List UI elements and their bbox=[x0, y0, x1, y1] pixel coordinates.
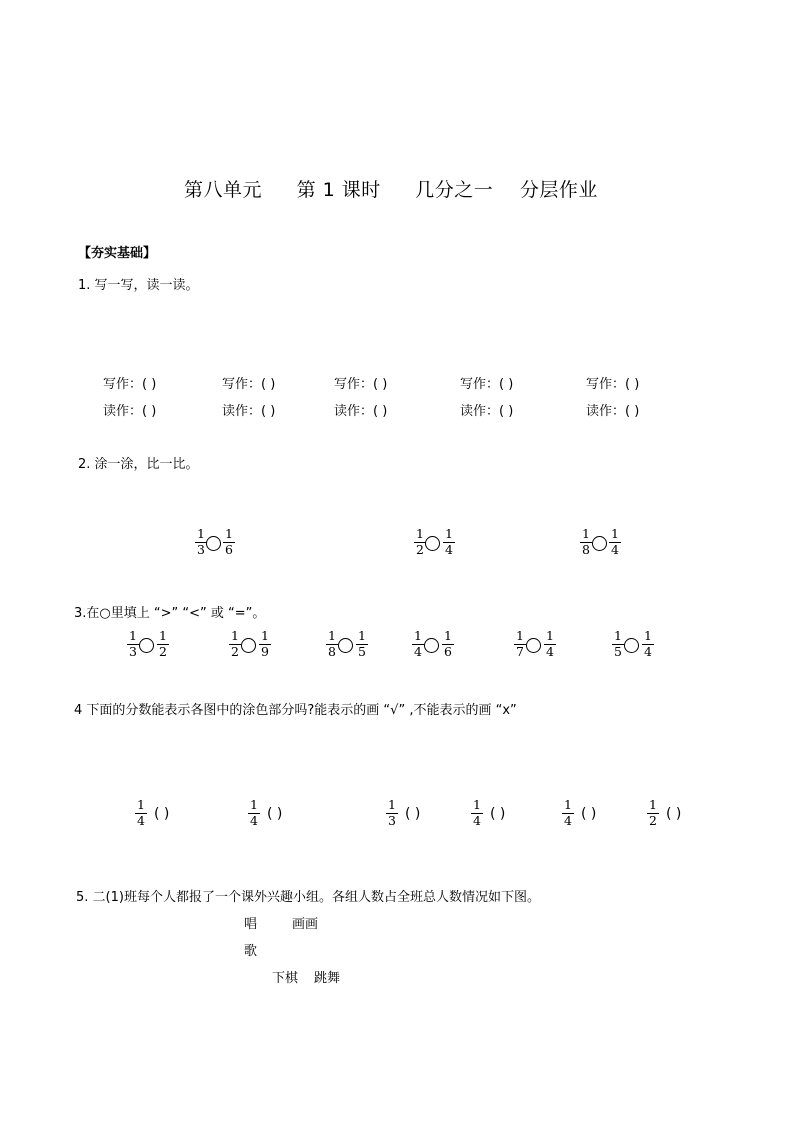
q2-prompt: 2. 涂一涂，比一比。 bbox=[78, 457, 199, 472]
label-sing-1: 唱 bbox=[244, 917, 258, 932]
fraction bbox=[442, 630, 454, 659]
read-blank[interactable]: 读作：( ) bbox=[460, 404, 514, 419]
denominator: 2 bbox=[416, 542, 424, 557]
write-blank[interactable]: 写作：( ) bbox=[586, 377, 640, 392]
title-lesson: 第 1 课时 bbox=[296, 179, 381, 201]
answer-paren[interactable]: ( ) bbox=[581, 806, 597, 822]
answer-paren[interactable]: ( ) bbox=[154, 806, 170, 822]
numerator: 1 bbox=[644, 628, 652, 643]
numerator: 1 bbox=[129, 628, 137, 643]
title-unit: 第八单元 bbox=[184, 179, 263, 201]
numerator: 1 bbox=[445, 526, 453, 541]
fraction bbox=[443, 528, 455, 557]
q4-prompt: 4 下面的分数能表示各图中的涂色部分吗?能表示的画 “√” ,不能表示的画 “x” bbox=[74, 703, 517, 718]
denominator: 6 bbox=[444, 644, 452, 659]
denominator: 7 bbox=[516, 644, 524, 659]
page-title bbox=[184, 175, 598, 202]
fraction bbox=[386, 799, 398, 828]
label-draw: 画画 bbox=[292, 917, 319, 932]
answer-paren[interactable]: ( ) bbox=[490, 806, 506, 822]
denominator: 4 bbox=[644, 644, 652, 659]
numerator: 1 bbox=[250, 797, 258, 812]
fraction bbox=[562, 799, 574, 828]
fraction bbox=[647, 799, 659, 828]
compare-circle[interactable] bbox=[206, 536, 221, 551]
numerator: 1 bbox=[649, 797, 657, 812]
denominator: 2 bbox=[649, 813, 657, 828]
compare-circle[interactable] bbox=[424, 638, 439, 653]
read-blank[interactable]: 读作：( ) bbox=[222, 404, 276, 419]
fraction bbox=[127, 630, 139, 659]
denominator: 4 bbox=[564, 813, 572, 828]
denominator: 5 bbox=[358, 644, 366, 659]
fraction bbox=[580, 528, 592, 557]
numerator: 1 bbox=[516, 628, 524, 643]
denominator: 8 bbox=[328, 644, 336, 659]
q1-prompt: 1. 写一写，读一读。 bbox=[78, 278, 199, 293]
read-blank[interactable]: 读作：( ) bbox=[103, 404, 157, 419]
numerator: 1 bbox=[137, 797, 145, 812]
write-blank[interactable]: 写作：( ) bbox=[460, 377, 514, 392]
write-blank[interactable]: 写作：( ) bbox=[334, 377, 388, 392]
denominator: 4 bbox=[250, 813, 258, 828]
numerator: 1 bbox=[416, 526, 424, 541]
numerator: 1 bbox=[546, 628, 554, 643]
numerator: 1 bbox=[582, 526, 590, 541]
write-blank[interactable]: 写作：( ) bbox=[222, 377, 276, 392]
fraction bbox=[135, 799, 147, 828]
denominator: 4 bbox=[473, 813, 481, 828]
denominator: 9 bbox=[261, 644, 269, 659]
fraction bbox=[248, 799, 260, 828]
denominator: 4 bbox=[611, 542, 619, 557]
answer-paren[interactable]: ( ) bbox=[666, 806, 682, 822]
section-heading: 【夯实基础】 bbox=[78, 246, 157, 261]
fraction bbox=[157, 630, 169, 659]
numerator: 1 bbox=[444, 628, 452, 643]
fraction bbox=[356, 630, 368, 659]
compare-circle[interactable] bbox=[624, 638, 639, 653]
title-topic: 几分之一 bbox=[415, 179, 494, 201]
answer-paren[interactable]: ( ) bbox=[267, 806, 283, 822]
numerator: 1 bbox=[159, 628, 167, 643]
numerator: 1 bbox=[414, 628, 422, 643]
label-chess: 下棋 bbox=[272, 971, 299, 986]
numerator: 1 bbox=[564, 797, 572, 812]
label-dance: 跳舞 bbox=[314, 971, 341, 986]
compare-circle[interactable] bbox=[592, 536, 607, 551]
compare-circle[interactable] bbox=[139, 638, 154, 653]
denominator: 4 bbox=[445, 542, 453, 557]
denominator: 3 bbox=[388, 813, 396, 828]
fraction bbox=[223, 528, 235, 557]
numerator: 1 bbox=[197, 526, 205, 541]
fraction bbox=[326, 630, 338, 659]
compare-circle[interactable] bbox=[338, 638, 353, 653]
numerator: 1 bbox=[614, 628, 622, 643]
denominator: 2 bbox=[159, 644, 167, 659]
fraction bbox=[642, 630, 654, 659]
title-kind: 分层作业 bbox=[519, 179, 598, 201]
denominator: 4 bbox=[137, 813, 145, 828]
numerator: 1 bbox=[473, 797, 481, 812]
fraction bbox=[412, 630, 424, 659]
denominator: 6 bbox=[225, 542, 233, 557]
denominator: 3 bbox=[197, 542, 205, 557]
answer-paren[interactable]: ( ) bbox=[405, 806, 421, 822]
fraction bbox=[544, 630, 556, 659]
denominator: 5 bbox=[614, 644, 622, 659]
denominator: 2 bbox=[231, 644, 239, 659]
numerator: 1 bbox=[328, 628, 336, 643]
fraction bbox=[259, 630, 271, 659]
numerator: 1 bbox=[261, 628, 269, 643]
denominator: 3 bbox=[129, 644, 137, 659]
write-blank[interactable]: 写作：( ) bbox=[103, 377, 157, 392]
read-blank[interactable]: 读作：( ) bbox=[334, 404, 388, 419]
denominator: 4 bbox=[414, 644, 422, 659]
fraction bbox=[471, 799, 483, 828]
compare-circle[interactable] bbox=[241, 638, 256, 653]
numerator: 1 bbox=[231, 628, 239, 643]
read-blank[interactable]: 读作：( ) bbox=[586, 404, 640, 419]
label-sing-2: 歌 bbox=[244, 944, 258, 959]
fraction bbox=[609, 528, 621, 557]
compare-circle[interactable] bbox=[425, 536, 440, 551]
fraction bbox=[612, 630, 624, 659]
numerator: 1 bbox=[225, 526, 233, 541]
q5-prompt: 5. 二(1)班每个人都报了一个课外兴趣小组。各组人数占全班总人数情况如下图。 bbox=[76, 890, 540, 905]
denominator: 8 bbox=[582, 542, 590, 557]
numerator: 1 bbox=[388, 797, 396, 812]
fraction bbox=[514, 630, 526, 659]
numerator: 1 bbox=[358, 628, 366, 643]
numerator: 1 bbox=[611, 526, 619, 541]
fraction bbox=[229, 630, 241, 659]
compare-circle[interactable] bbox=[526, 638, 541, 653]
denominator: 4 bbox=[546, 644, 554, 659]
q3-prompt: 3.在○里填上 “>” “<” 或 “=”。 bbox=[74, 606, 266, 621]
